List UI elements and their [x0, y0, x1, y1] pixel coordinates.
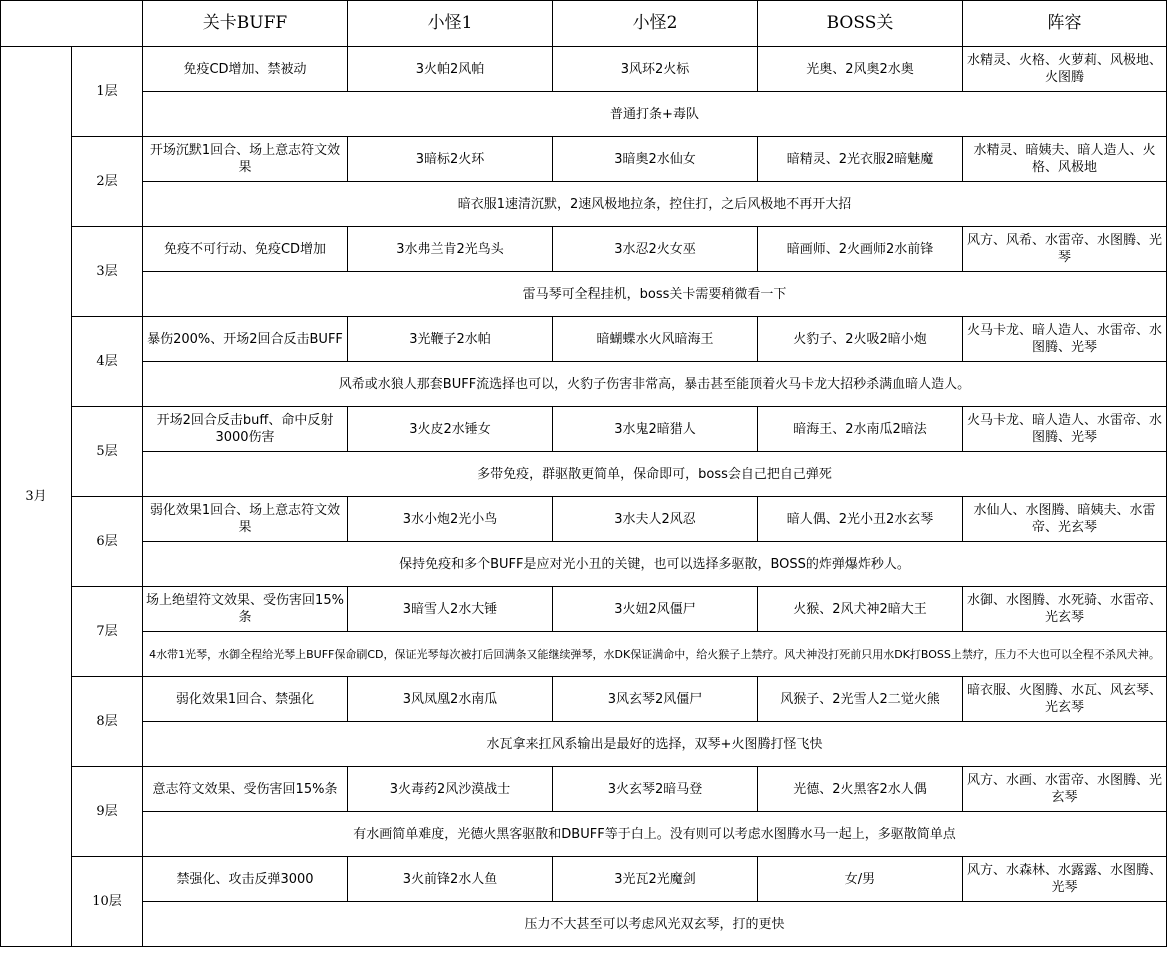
floor-mob1: 3水弗兰肯2光鸟头 — [348, 227, 553, 272]
floor-mob2: 3光瓦2光魔剑 — [553, 857, 758, 902]
floor-mob1: 3暗雪人2水大锤 — [348, 587, 553, 632]
floor-lineup: 水精灵、火格、火萝莉、风极地、火图腾 — [963, 47, 1167, 92]
floor-lineup: 水精灵、暗姨夫、暗人造人、火格、风极地 — [963, 137, 1167, 182]
floor-buff: 开场沉默1回合、场上意志符文效果 — [143, 137, 348, 182]
floor-lineup: 风方、风希、水雷帝、水图腾、光琴 — [963, 227, 1167, 272]
floor-boss: 火猴、2风犬神2暗大王 — [758, 587, 963, 632]
floor-lineup: 风方、水画、水雷帝、水图腾、光玄琴 — [963, 767, 1167, 812]
header-corner — [1, 1, 143, 47]
floor-boss: 暗精灵、2光衣服2暗魅魔 — [758, 137, 963, 182]
floor-row — [1, 47, 1167, 92]
header-buff: 关卡BUFF — [143, 1, 348, 47]
floor-mob2: 暗蝴蝶水火风暗海王 — [553, 317, 758, 362]
floor-boss: 火豹子、2火吸2暗小炮 — [758, 317, 963, 362]
floor-row — [1, 587, 1167, 632]
floor-buff: 开场2回合反击buff、命中反射3000伤害 — [143, 407, 348, 452]
header-lineup: 阵容 — [963, 1, 1167, 47]
floor-note: 雷马琴可全程挂机，boss关卡需要稍微看一下 — [143, 272, 1167, 317]
floor-mob2: 3风玄琴2风僵尸 — [553, 677, 758, 722]
floor-mob2: 3水鬼2暗猎人 — [553, 407, 758, 452]
floor-note: 压力不大甚至可以考虑风光双玄琴，打的更快 — [143, 902, 1167, 947]
header-boss: BOSS关 — [758, 1, 963, 47]
floor-lineup: 火马卡龙、暗人造人、水雷帝、水图腾、光琴 — [963, 317, 1167, 362]
floor-mob2: 3水夫人2风忍 — [553, 497, 758, 542]
floor-buff: 弱化效果1回合、场上意志符文效果 — [143, 497, 348, 542]
floor-note-row — [1, 812, 1167, 857]
floor-lineup: 暗衣服、火图腾、水瓦、风玄琴、光玄琴 — [963, 677, 1167, 722]
floor-buff: 暴伤200%、开场2回合反击BUFF — [143, 317, 348, 362]
floor-note: 水瓦拿来扛风系输出是最好的选择，双琴+火图腾打怪飞快 — [143, 722, 1167, 767]
floor-note-row — [1, 272, 1167, 317]
floor-buff: 意志符文效果、受伤害回15%条 — [143, 767, 348, 812]
header-row — [1, 1, 1167, 47]
floor-label: 6层 — [72, 497, 143, 587]
floor-boss: 光德、2火黑客2水人偶 — [758, 767, 963, 812]
floor-label: 5层 — [72, 407, 143, 497]
floor-mob2: 3火妞2风僵尸 — [553, 587, 758, 632]
floor-note: 风希或水狼人那套BUFF流选择也可以，火豹子伤害非常高，暴击甚至能顶着火马卡龙大招秒杀满血暗人造人。 — [143, 362, 1167, 407]
floor-note-row — [1, 92, 1167, 137]
floor-label: 9层 — [72, 767, 143, 857]
floor-boss: 光奥、2风奥2水奥 — [758, 47, 963, 92]
floor-row — [1, 407, 1167, 452]
floor-note: 保持免疫和多个BUFF是应对光小丑的关键，也可以选择多驱散，BOSS的炸弹爆炸秒人。 — [143, 542, 1167, 587]
floor-label: 1层 — [72, 47, 143, 137]
floor-row — [1, 497, 1167, 542]
month-cell: 3月 — [1, 47, 72, 947]
floor-lineup: 风方、水森林、水露露、水图腾、光琴 — [963, 857, 1167, 902]
floor-lineup: 火马卡龙、暗人造人、水雷帝、水图腾、光琴 — [963, 407, 1167, 452]
floor-boss: 暗海王、2水南瓜2暗法 — [758, 407, 963, 452]
floor-row — [1, 857, 1167, 902]
floor-note: 普通打条+毒队 — [143, 92, 1167, 137]
floor-row — [1, 317, 1167, 362]
floor-note-row — [1, 452, 1167, 497]
floor-mob1: 3火皮2水锤女 — [348, 407, 553, 452]
floor-row — [1, 677, 1167, 722]
floor-row — [1, 137, 1167, 182]
floor-label: 7层 — [72, 587, 143, 677]
floor-label: 8层 — [72, 677, 143, 767]
header-mob1: 小怪1 — [348, 1, 553, 47]
floor-mob1: 3暗标2火环 — [348, 137, 553, 182]
floor-label: 3层 — [72, 227, 143, 317]
floor-boss: 暗人偶、2光小丑2水玄琴 — [758, 497, 963, 542]
floor-note: 多带免疫，群驱散更简单，保命即可，boss会自己把自己弹死 — [143, 452, 1167, 497]
floor-mob1: 3火帕2风帕 — [348, 47, 553, 92]
floor-note-row — [1, 362, 1167, 407]
floor-buff: 禁强化、攻击反弹3000 — [143, 857, 348, 902]
floor-row — [1, 767, 1167, 812]
header-mob2: 小怪2 — [553, 1, 758, 47]
floor-mob1: 3风凤凰2水南瓜 — [348, 677, 553, 722]
floor-buff: 场上绝望符文效果、受伤害回15%条 — [143, 587, 348, 632]
floor-buff: 免疫CD增加、禁被动 — [143, 47, 348, 92]
floor-buff: 弱化效果1回合、禁强化 — [143, 677, 348, 722]
floor-lineup: 水御、水图腾、水死骑、水雷帝、光玄琴 — [963, 587, 1167, 632]
floor-note: 有水画简单难度，光德火黑客驱散和DBUFF等于白上。没有则可以考虑水图腾水马一起上，多驱散简单点 — [143, 812, 1167, 857]
floor-label: 10层 — [72, 857, 143, 947]
floor-label: 2层 — [72, 137, 143, 227]
floor-note-row — [1, 182, 1167, 227]
floor-label: 4层 — [72, 317, 143, 407]
floor-note-row — [1, 902, 1167, 947]
floor-note-row — [1, 632, 1167, 677]
floor-note-row — [1, 722, 1167, 767]
floor-mob2: 3火玄琴2暗马登 — [553, 767, 758, 812]
floor-note-row — [1, 542, 1167, 587]
floor-row — [1, 227, 1167, 272]
floor-boss: 暗画师、2火画师2水前锋 — [758, 227, 963, 272]
floor-mob1: 3光鞭子2水帕 — [348, 317, 553, 362]
floor-boss: 风猴子、2光雪人2二觉火熊 — [758, 677, 963, 722]
floor-mob2: 3风环2火标 — [553, 47, 758, 92]
floor-boss: 女/男 — [758, 857, 963, 902]
floor-mob1: 3火前锋2水人鱼 — [348, 857, 553, 902]
floor-note: 4水带1光琴，水御全程给光琴上BUFF保命刷CD，保证光琴每次被打后回满条又能继续弹琴，水DK保证满命中，给火猴子上禁疗。风犬神没打死前只用水DK打BOSS上禁疗，压力不大也可以全程不杀风犬神。 — [143, 632, 1167, 677]
floor-mob1: 3火毒药2风沙漠战士 — [348, 767, 553, 812]
floor-mob2: 3暗奥2水仙女 — [553, 137, 758, 182]
floor-note: 暗衣服1速清沉默，2速风极地拉条，控住打，之后风极地不再开大招 — [143, 182, 1167, 227]
floor-mob1: 3水小炮2光小鸟 — [348, 497, 553, 542]
floor-lineup: 水仙人、水图腾、暗姨夫、水雷帝、光玄琴 — [963, 497, 1167, 542]
floor-mob2: 3水忍2火女巫 — [553, 227, 758, 272]
floor-buff: 免疫不可行动、免疫CD增加 — [143, 227, 348, 272]
